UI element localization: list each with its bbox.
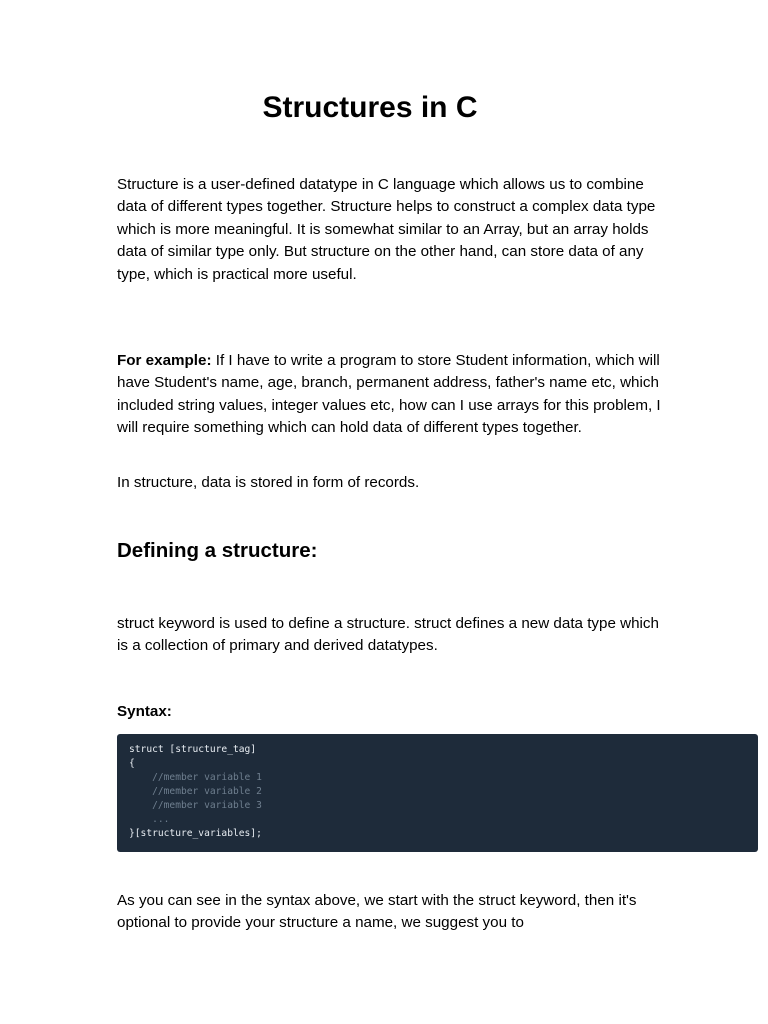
example-label: For example: xyxy=(117,352,212,369)
code-comment-line: //member variable 3 xyxy=(129,800,262,811)
code-ellipsis-line: ... xyxy=(129,814,170,825)
page-title: Structures in C xyxy=(262,91,478,124)
section-heading: Defining a structure: xyxy=(117,539,318,562)
closing-paragraph: As you can see in the syntax above, we start with the struct keyword, then it's optional to provide your structure a name, we suggest you to xyxy=(117,892,637,932)
struct-description: struct keyword is used to define a structure. struct defines a new data type which is a collection of primary and derived datatypes. xyxy=(117,615,659,655)
code-block xyxy=(117,734,758,852)
code-comment-line: //member variable 1 xyxy=(129,772,262,783)
records-paragraph: In structure, data is stored in form of records. xyxy=(117,474,420,491)
example-text: If I have to write a program to store Student information, which will have Student's name, age, branch, permanent address, father's name etc, which included string values, integer values etc, how can I use arrays for this problem, I will require something which can hold data of different types together. xyxy=(117,352,661,437)
intro-paragraph: Structure is a user-defined datatype in C language which allows us to combine data of different types together. Structure helps to construct a complex data type which is more meaningful. It is somewhat similar to an Array, but an array holds data of similar type only. But structure on the other hand, can store data of any type, which is practical more useful. xyxy=(117,176,656,283)
code-line: struct [structure_tag] xyxy=(129,744,257,755)
code-comment-line: //member variable 2 xyxy=(129,786,262,797)
code-line: { xyxy=(129,758,135,769)
code-line: }[structure_variables]; xyxy=(129,828,262,839)
syntax-label: Syntax: xyxy=(117,703,172,720)
example-paragraph xyxy=(117,350,662,440)
